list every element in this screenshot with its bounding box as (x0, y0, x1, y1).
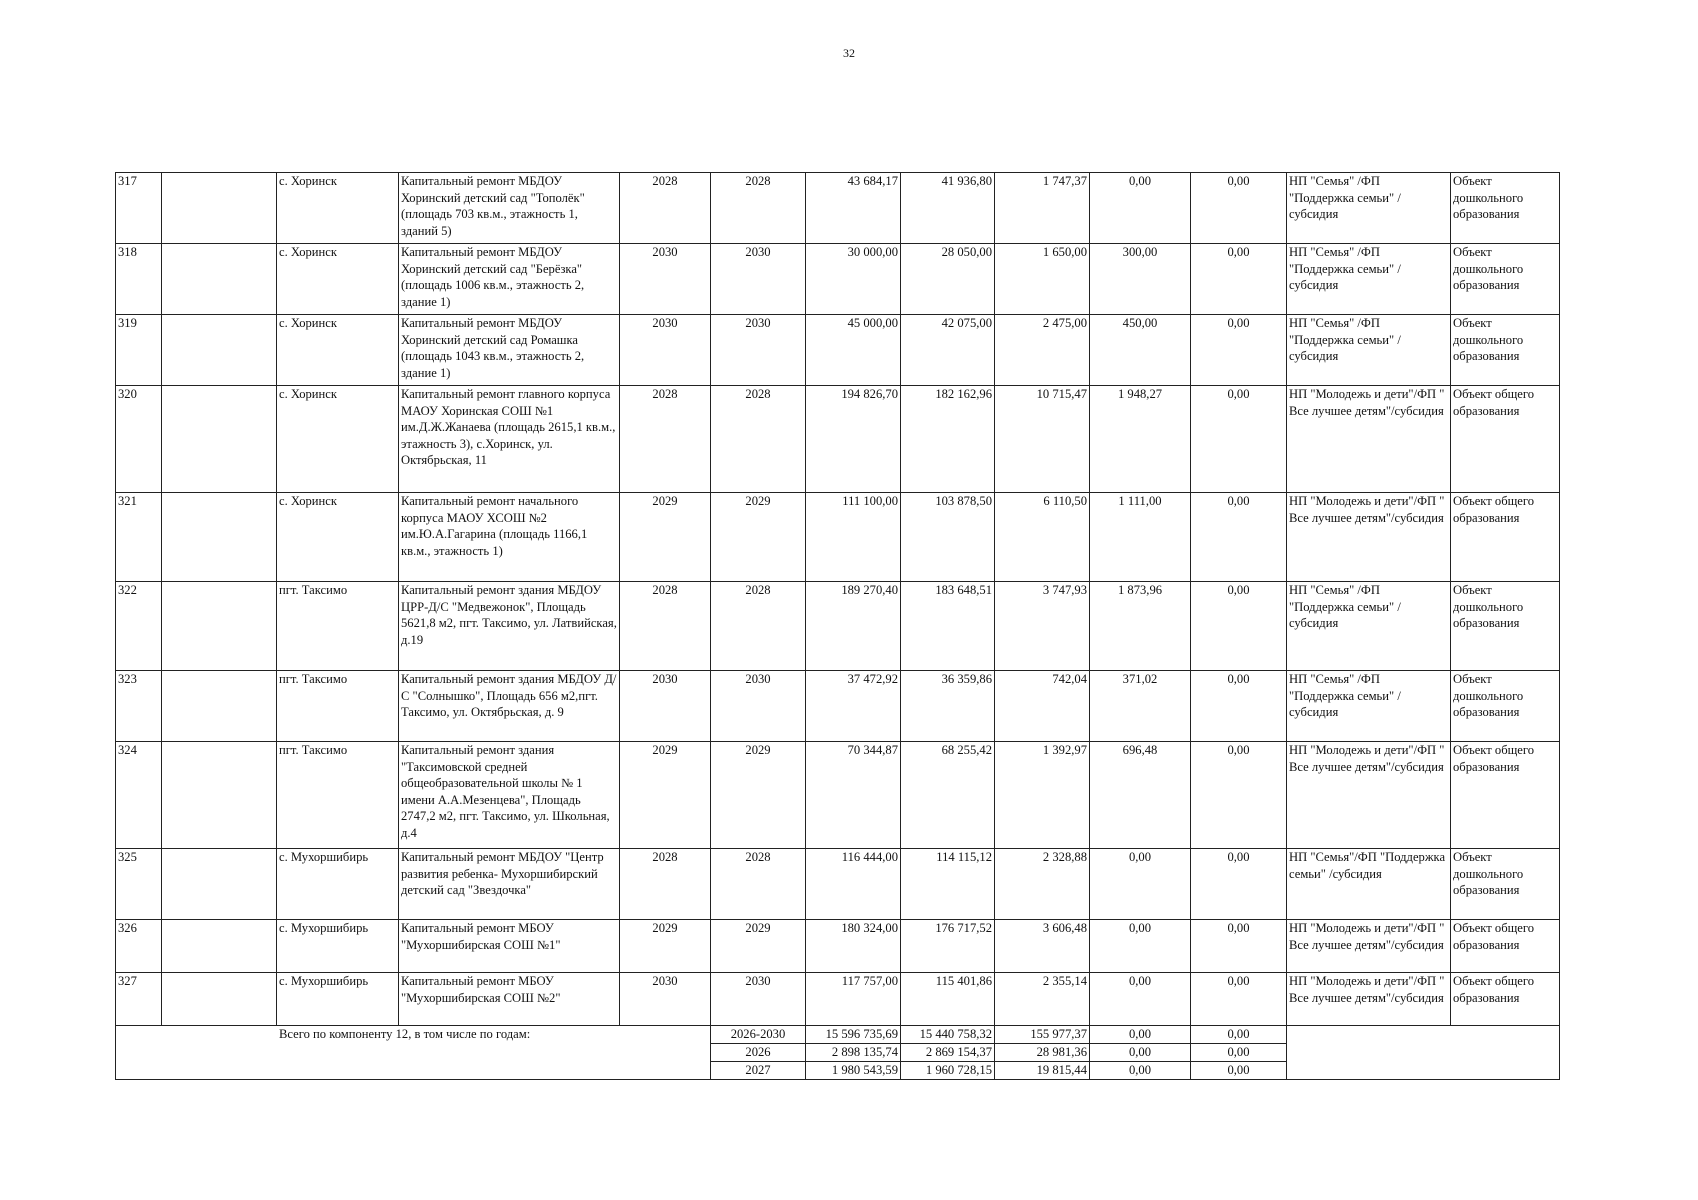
settlement-cell: с. Хоринск (277, 315, 399, 386)
row-number: 317 (116, 173, 162, 244)
row-number: 322 (116, 582, 162, 671)
year-end-cell: 2029 (711, 493, 806, 582)
description-cell: Капитальный ремонт главного корпуса МАОУ Хоринская СОШ №1 им.Д.Ж.Жанаева (площадь 2615,1 кв.м., этажность 3), с.Хоринск, ул. Октябрьская, 11 (399, 386, 620, 493)
total-cell: 111 100,00 (806, 493, 901, 582)
year-start-cell: 2029 (620, 920, 711, 973)
object-type-cell: Объект дошкольного образования (1451, 582, 1560, 671)
regional-cell: 10 715,47 (995, 386, 1090, 493)
blank-cell (162, 582, 277, 671)
totals-period-cell: 2026-2030 (711, 1026, 806, 1044)
year-start-cell: 2029 (620, 742, 711, 849)
table-row (116, 920, 1560, 973)
totals-local-cell: 0,00 (1090, 1026, 1191, 1044)
table-row (116, 173, 1560, 244)
totals-label: Всего по компоненту 12, в том числе по годам: (116, 1026, 711, 1080)
blank-cell (162, 493, 277, 582)
program-cell: НП "Семья" /ФП "Поддержка семьи" /субсидия (1287, 173, 1451, 244)
year-start-cell: 2030 (620, 973, 711, 1026)
program-cell: НП "Семья" /ФП "Поддержка семьи" /субсидия (1287, 315, 1451, 386)
row-number: 318 (116, 244, 162, 315)
table-row (116, 849, 1560, 920)
federal-cell: 114 115,12 (901, 849, 995, 920)
description-cell: Капитальный ремонт МБДОУ Хоринский детский сад "Тополёк" (площадь 703 кв.м., этажность 1, зданий 5) (399, 173, 620, 244)
local-cell: 1 948,27 (1090, 386, 1191, 493)
local-cell: 371,02 (1090, 671, 1191, 742)
description-cell: Капитальный ремонт МБОУ "Мухоршибирская СОШ №2" (399, 973, 620, 1026)
federal-cell: 115 401,86 (901, 973, 995, 1026)
totals-local-cell: 0,00 (1090, 1062, 1191, 1080)
year-end-cell: 2029 (711, 742, 806, 849)
other-cell: 0,00 (1191, 742, 1287, 849)
other-cell: 0,00 (1191, 386, 1287, 493)
description-cell: Капитальный ремонт начального корпуса МАОУ ХСОШ №2 им.Ю.А.Гагарина (площадь 1166,1 кв.м., этажность 1) (399, 493, 620, 582)
other-cell: 0,00 (1191, 582, 1287, 671)
blank-cell (162, 920, 277, 973)
other-cell: 0,00 (1191, 849, 1287, 920)
object-type-cell: Объект дошкольного образования (1451, 315, 1560, 386)
year-end-cell: 2028 (711, 173, 806, 244)
federal-cell: 41 936,80 (901, 173, 995, 244)
object-type-cell: Объект дошкольного образования (1451, 244, 1560, 315)
table-row (116, 493, 1560, 582)
description-cell: Капитальный ремонт здания МБДОУ ЦРР-Д/С "Медвежонок", Площадь 5621,8 м2, пгт. Таксимо, ул. Латвийская, д.19 (399, 582, 620, 671)
blank-cell (162, 173, 277, 244)
local-cell: 1 873,96 (1090, 582, 1191, 671)
object-type-cell: Объект общего образования (1451, 920, 1560, 973)
row-number: 320 (116, 386, 162, 493)
totals-other-cell: 0,00 (1191, 1044, 1287, 1062)
year-start-cell: 2028 (620, 173, 711, 244)
row-number: 323 (116, 671, 162, 742)
row-number: 324 (116, 742, 162, 849)
row-number: 325 (116, 849, 162, 920)
federal-cell: 182 162,96 (901, 386, 995, 493)
year-start-cell: 2028 (620, 582, 711, 671)
table-row (116, 386, 1560, 493)
settlement-cell: с. Мухоршибирь (277, 920, 399, 973)
federal-cell: 103 878,50 (901, 493, 995, 582)
settlement-cell: с. Хоринск (277, 386, 399, 493)
program-cell: НП "Молодежь и дети"/ФП " Все лучшее детям"/субсидия (1287, 920, 1451, 973)
table-row (116, 582, 1560, 671)
row-number: 321 (116, 493, 162, 582)
totals-total-cell: 15 596 735,69 (806, 1026, 901, 1044)
total-cell: 30 000,00 (806, 244, 901, 315)
settlement-cell: с. Хоринск (277, 173, 399, 244)
blank-cell (162, 671, 277, 742)
total-cell: 189 270,40 (806, 582, 901, 671)
table-row (116, 671, 1560, 742)
totals-regional-cell: 19 815,44 (995, 1062, 1090, 1080)
local-cell: 450,00 (1090, 315, 1191, 386)
blank-cell (162, 244, 277, 315)
other-cell: 0,00 (1191, 244, 1287, 315)
year-start-cell: 2029 (620, 493, 711, 582)
year-end-cell: 2028 (711, 849, 806, 920)
local-cell: 0,00 (1090, 849, 1191, 920)
description-cell: Капитальный ремонт здания МБДОУ Д/С "Солнышко", Площадь 656 м2,пгт. Таксимо, ул. Октябрьская, д. 9 (399, 671, 620, 742)
other-cell: 0,00 (1191, 920, 1287, 973)
totals-regional-cell: 28 981,36 (995, 1044, 1090, 1062)
year-start-cell: 2028 (620, 386, 711, 493)
blank-cell (162, 849, 277, 920)
program-cell: НП "Семья" /ФП "Поддержка семьи" /субсидия (1287, 244, 1451, 315)
regional-cell: 3 606,48 (995, 920, 1090, 973)
other-cell: 0,00 (1191, 973, 1287, 1026)
federal-cell: 68 255,42 (901, 742, 995, 849)
federal-cell: 42 075,00 (901, 315, 995, 386)
table-row (116, 244, 1560, 315)
totals-local-cell: 0,00 (1090, 1044, 1191, 1062)
blank-cell (162, 973, 277, 1026)
year-start-cell: 2030 (620, 244, 711, 315)
totals-federal-cell: 1 960 728,15 (901, 1062, 995, 1080)
description-cell: Капитальный ремонт здания "Таксимовской средней общеобразовательной школы № 1 имени А.А.Мезенцева", Площадь 2747,2 м2, пгт. Таксимо, ул. Школьная, д.4 (399, 742, 620, 849)
program-cell: НП "Семья"/ФП "Поддержка семьи" /субсидия (1287, 849, 1451, 920)
description-cell: Капитальный ремонт МБДОУ "Центр развития ребенка- Мухоршибирский детский сад "Звездочка" (399, 849, 620, 920)
totals-federal-cell: 2 869 154,37 (901, 1044, 995, 1062)
object-type-cell: Объект дошкольного образования (1451, 173, 1560, 244)
regional-cell: 6 110,50 (995, 493, 1090, 582)
description-cell: Капитальный ремонт МБОУ "Мухоршибирская СОШ №1" (399, 920, 620, 973)
program-cell: НП "Семья" /ФП "Поддержка семьи" /субсидия (1287, 582, 1451, 671)
local-cell: 0,00 (1090, 173, 1191, 244)
year-start-cell: 2030 (620, 671, 711, 742)
table-row (116, 973, 1560, 1026)
totals-other-cell: 0,00 (1191, 1062, 1287, 1080)
table-row (116, 315, 1560, 386)
federal-cell: 36 359,86 (901, 671, 995, 742)
program-cell: НП "Семья" /ФП "Поддержка семьи" /субсидия (1287, 671, 1451, 742)
year-end-cell: 2030 (711, 671, 806, 742)
totals-body (116, 1026, 1560, 1080)
table-row (116, 742, 1560, 849)
totals-total-cell: 2 898 135,74 (806, 1044, 901, 1062)
year-end-cell: 2030 (711, 244, 806, 315)
total-cell: 180 324,00 (806, 920, 901, 973)
total-cell: 117 757,00 (806, 973, 901, 1026)
blank-cell (162, 315, 277, 386)
object-type-cell: Объект дошкольного образования (1451, 671, 1560, 742)
year-start-cell: 2030 (620, 315, 711, 386)
blank-cell (162, 386, 277, 493)
year-end-cell: 2028 (711, 386, 806, 493)
program-cell: НП "Молодежь и дети"/ФП " Все лучшее детям"/субсидия (1287, 742, 1451, 849)
totals-regional-cell: 155 977,37 (995, 1026, 1090, 1044)
total-cell: 43 684,17 (806, 173, 901, 244)
program-cell: НП "Молодежь и дети"/ФП " Все лучшее детям"/субсидия (1287, 386, 1451, 493)
object-type-cell: Объект общего образования (1451, 973, 1560, 1026)
settlement-cell: с. Мухоршибирь (277, 973, 399, 1026)
program-cell: НП "Молодежь и дети"/ФП " Все лучшее детям"/субсидия (1287, 973, 1451, 1026)
totals-row (116, 1026, 1560, 1044)
year-start-cell: 2028 (620, 849, 711, 920)
total-cell: 45 000,00 (806, 315, 901, 386)
blank-cell (162, 742, 277, 849)
totals-federal-cell: 15 440 758,32 (901, 1026, 995, 1044)
totals-other-cell: 0,00 (1191, 1026, 1287, 1044)
local-cell: 0,00 (1090, 973, 1191, 1026)
object-type-cell: Объект общего образования (1451, 386, 1560, 493)
object-type-cell: Объект дошкольного образования (1451, 849, 1560, 920)
federal-cell: 183 648,51 (901, 582, 995, 671)
object-type-cell: Объект общего образования (1451, 742, 1560, 849)
row-number: 327 (116, 973, 162, 1026)
regional-cell: 1 392,97 (995, 742, 1090, 849)
settlement-cell: пгт. Таксимо (277, 671, 399, 742)
description-cell: Капитальный ремонт МБДОУ Хоринский детский сад "Берёзка" (площадь 1006 кв.м., этажность 2, здание 1) (399, 244, 620, 315)
table-body (116, 173, 1560, 1026)
projects-table (115, 172, 1560, 1080)
year-end-cell: 2028 (711, 582, 806, 671)
regional-cell: 3 747,93 (995, 582, 1090, 671)
totals-right-blank (1287, 1026, 1560, 1080)
settlement-cell: пгт. Таксимо (277, 742, 399, 849)
total-cell: 116 444,00 (806, 849, 901, 920)
program-cell: НП "Молодежь и дети"/ФП " Все лучшее детям"/субсидия (1287, 493, 1451, 582)
year-end-cell: 2029 (711, 920, 806, 973)
regional-cell: 2 355,14 (995, 973, 1090, 1026)
totals-total-cell: 1 980 543,59 (806, 1062, 901, 1080)
description-cell: Капитальный ремонт МБДОУ Хоринский детский сад Ромашка (площадь 1043 кв.м., этажность 2, здание 1) (399, 315, 620, 386)
total-cell: 37 472,92 (806, 671, 901, 742)
settlement-cell: с. Хоринск (277, 244, 399, 315)
totals-period-cell: 2026 (711, 1044, 806, 1062)
row-number: 326 (116, 920, 162, 973)
object-type-cell: Объект общего образования (1451, 493, 1560, 582)
federal-cell: 176 717,52 (901, 920, 995, 973)
regional-cell: 1 650,00 (995, 244, 1090, 315)
other-cell: 0,00 (1191, 493, 1287, 582)
regional-cell: 2 475,00 (995, 315, 1090, 386)
total-cell: 194 826,70 (806, 386, 901, 493)
year-end-cell: 2030 (711, 315, 806, 386)
regional-cell: 1 747,37 (995, 173, 1090, 244)
regional-cell: 2 328,88 (995, 849, 1090, 920)
local-cell: 696,48 (1090, 742, 1191, 849)
totals-period-cell: 2027 (711, 1062, 806, 1080)
local-cell: 1 111,00 (1090, 493, 1191, 582)
federal-cell: 28 050,00 (901, 244, 995, 315)
regional-cell: 742,04 (995, 671, 1090, 742)
total-cell: 70 344,87 (806, 742, 901, 849)
year-end-cell: 2030 (711, 973, 806, 1026)
other-cell: 0,00 (1191, 315, 1287, 386)
local-cell: 0,00 (1090, 920, 1191, 973)
settlement-cell: с. Мухоршибирь (277, 849, 399, 920)
other-cell: 0,00 (1191, 671, 1287, 742)
other-cell: 0,00 (1191, 173, 1287, 244)
page-number: 32 (843, 46, 855, 60)
local-cell: 300,00 (1090, 244, 1191, 315)
row-number: 319 (116, 315, 162, 386)
settlement-cell: пгт. Таксимо (277, 582, 399, 671)
settlement-cell: с. Хоринск (277, 493, 399, 582)
